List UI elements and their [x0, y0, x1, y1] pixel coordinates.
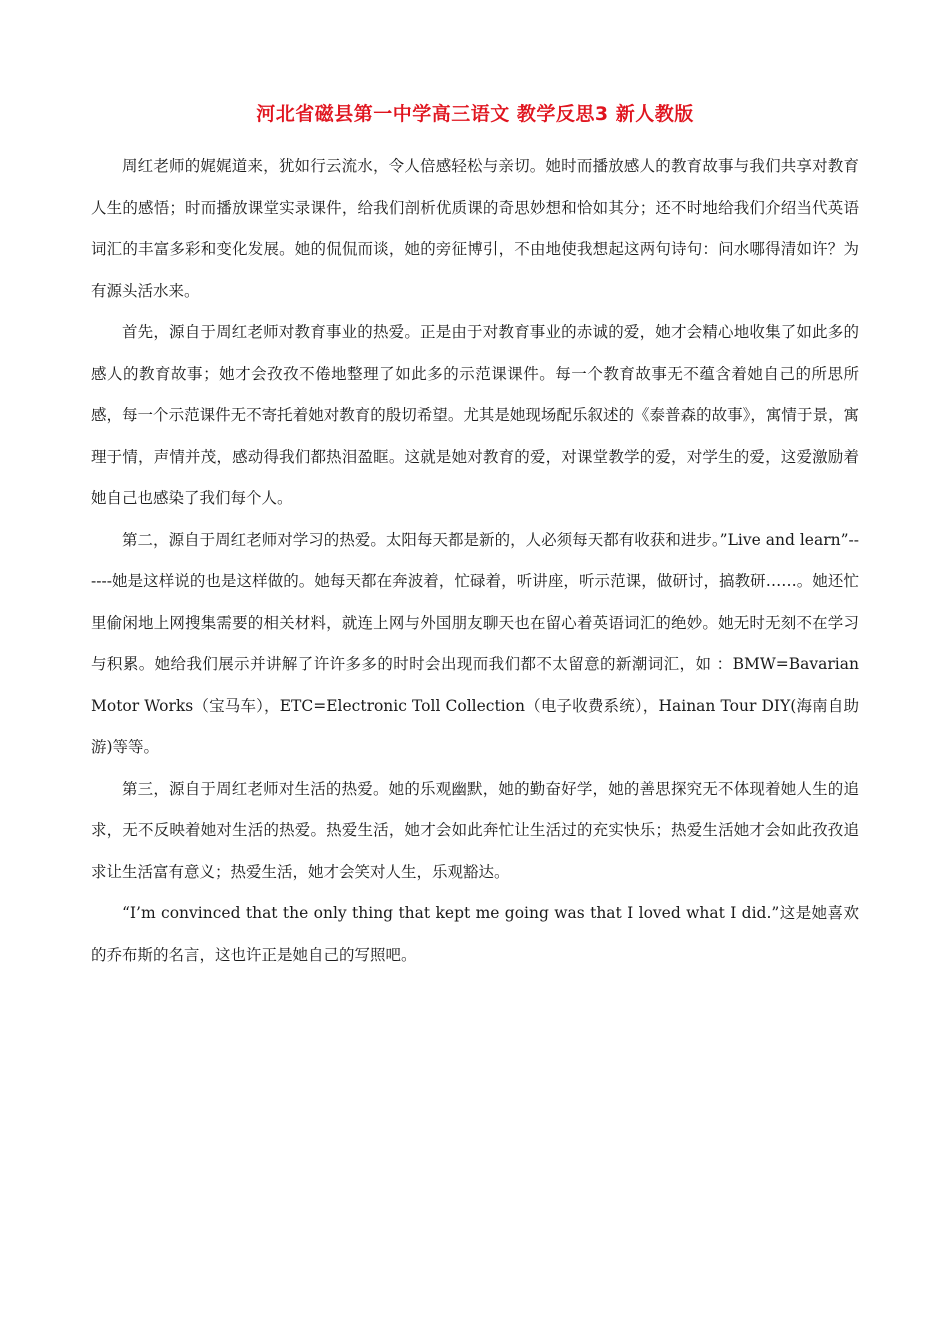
paragraph-quote: “I’m convinced that the only thing that kept me going was that I loved what I did.”这是她喜欢的乔布斯的名言，这也许正是她自己的写照吧。 [91, 904, 859, 964]
paragraph-second-point: 第二，源自于周红老师对学习的热爱。太阳每天都是新的，人必须每天都有收获和进步。”Live and learn”------她是这样说的也是这样做的。她每天都在奔波着，忙碌着，听讲座，听示范课，做研讨，搞教研……。她还忙里偷闲地上网搜集需要的相关材料，就连上网与外国朋友聊天也在留心着英语词汇的绝妙。她无时无刻不在学习与积累。她给我们展示并讲解了许许多多的时时会出现而我们都不太留意的新潮词汇，如 ：BMW=Bavarian Motor Works（宝马车），ETC=Electronic Toll Collection（电子收费系统），Hainan Tour DIY(海南自助游)等等。 [91, 530, 859, 756]
document-body [91, 146, 859, 976]
paragraph-first-point: 首先，源自于周红老师对教育事业的热爱。正是由于对教育事业的赤诚的爱，她才会精心地收集了如此多的感人的教育故事；她才会孜孜不倦地整理了如此多的示范课课件。每一个教育故事无不蕴含着她自己的所思所感，每一个示范课件无不寄托着她对教育的殷切希望。尤其是她现场配乐叙述的《泰普森的故事》，寓情于景，寓理于情，声情并茂，感动得我们都热泪盈眶。这就是她对教育的爱，对课堂教学的爱，对学生的爱，这爱激励着她自己也感染了我们每个人。 [91, 323, 859, 507]
document-title: 河北省磁县第一中学高三语文 教学反思3 新人教版 [256, 103, 694, 125]
paragraph-intro: 周红老师的娓娓道来，犹如行云流水，令人倍感轻松与亲切。她时而播放感人的教育故事与我们共享对教育人生的感悟；时而播放课堂实录课件，给我们剖析优质课的奇思妙想和恰如其分；还不时地给我们介绍当代英语词汇的丰富多彩和变化发展。她的侃侃而谈，她的旁征博引，不由地使我想起这两句诗句：问水哪得清如许？为有源头活水来。 [91, 157, 859, 300]
paragraph-third-point: 第三，源自于周红老师对生活的热爱。她的乐观幽默，她的勤奋好学，她的善思探究无不体现着她人生的追求，无不反映着她对生活的热爱。热爱生活，她才会如此奔忙让生活过的充实快乐；热爱生活她才会如此孜孜追求让生活富有意义；热爱生活，她才会笑对人生，乐观豁达。 [91, 779, 859, 881]
